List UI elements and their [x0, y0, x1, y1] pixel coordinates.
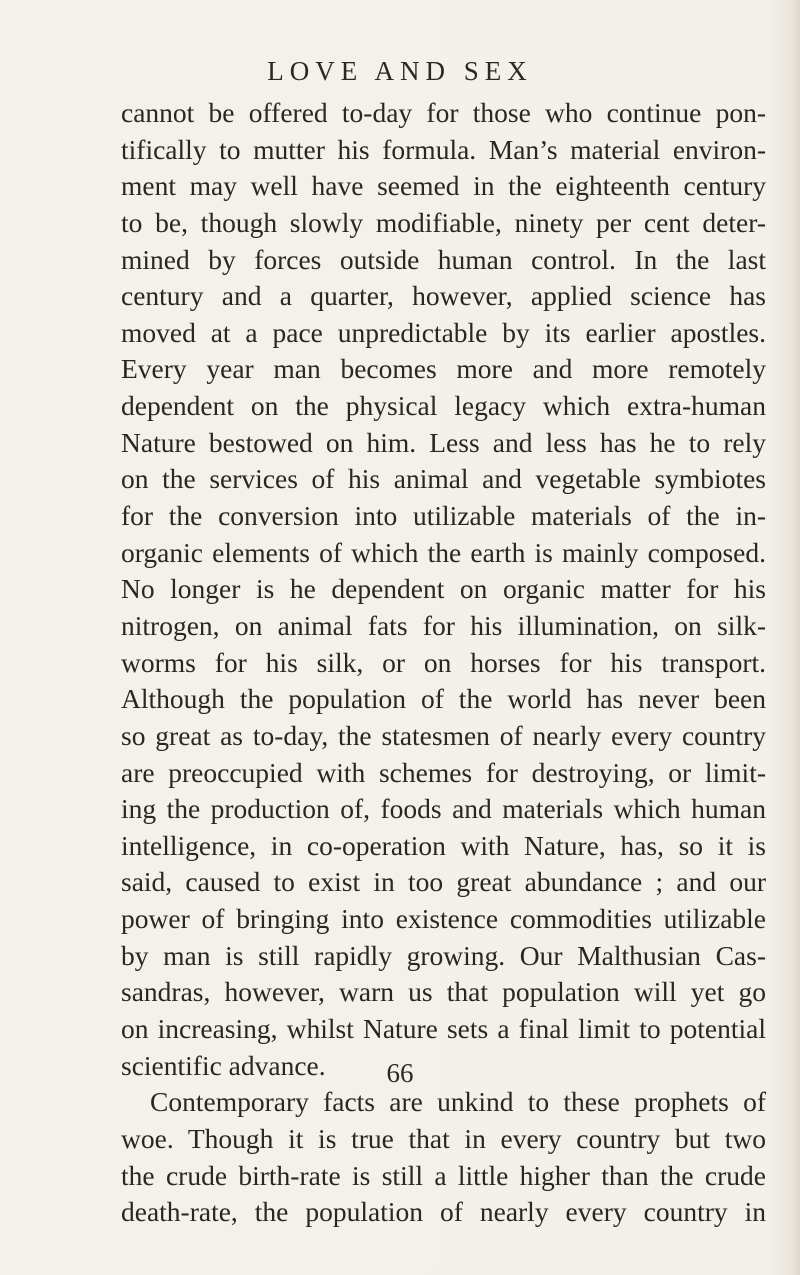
page-number: 66	[386, 1058, 414, 1088]
text-line: moved at a pace unpredictable by its earlier apostles.	[121, 316, 766, 348]
text-line: on the services of his animal and vegetable symbiotes	[121, 463, 766, 495]
text-line: nitrogen, on animal fats for his illumination, on silk-	[121, 609, 766, 641]
text-line: Nature bestowed on him. Less and less has he to rely	[121, 426, 766, 458]
text-line: to be, though slowly modifiable, ninety per cent deter-	[121, 206, 766, 238]
text-line: cannot be offered to-day for those who continue pon-	[121, 97, 766, 128]
text-line: Every year man becomes more and more remotely	[121, 353, 766, 385]
text-line: woe. Though it is true that in every country but two	[121, 1122, 766, 1154]
text-line: organic elements of which the earth is mainly composed.	[121, 536, 766, 568]
running-head: LOVE AND SEX	[267, 56, 533, 86]
text-line: No longer is he dependent on organic matter for his	[121, 573, 766, 605]
text-line: Although the population of the world has never been	[121, 683, 766, 715]
paragraph	[121, 1084, 766, 1231]
text-line: Contemporary facts are unkind to these prophets of	[150, 1086, 766, 1118]
paragraph	[121, 95, 766, 1084]
text-line: for the conversion into utilizable materials of the in-	[121, 500, 766, 532]
text-line: century and a quarter, however, applied science has	[121, 280, 766, 312]
text-line: dependent on the physical legacy which extra-human	[121, 390, 766, 422]
text-line: by man is still rapidly growing. Our Malthusian Cas-	[121, 939, 766, 971]
text-line: mined by forces outside human control. In the last	[121, 243, 766, 275]
text-line: said, caused to exist in too great abundance ; and our	[121, 866, 766, 898]
text-line: tifically to mutter his formula. Man’s material environ-	[121, 133, 766, 165]
text-line: scientific advance.	[121, 1049, 326, 1081]
text-line: intelligence, in co-operation with Nature, has, so it is	[121, 829, 766, 861]
text-line: the crude birth-rate is still a little higher than the crude	[121, 1159, 766, 1191]
text-line: ment may well have seemed in the eighteenth century	[121, 170, 766, 202]
text-line: death-rate, the population of nearly every country in	[121, 1196, 766, 1228]
text-line: ing the production of, foods and materials which human	[121, 793, 766, 825]
text-line: on increasing, whilst Nature sets a final limit to potential	[121, 1013, 766, 1045]
text-line: so great as to-day, the statesmen of nearly every country	[121, 719, 766, 751]
text-line: sandras, however, warn us that population will yet go	[121, 976, 766, 1008]
text-line: power of bringing into existence commodities utilizable	[121, 903, 766, 935]
text-line: worms for his silk, or on horses for his transport.	[121, 646, 766, 678]
text-line: are preoccupied with schemes for destroying, or limit-	[121, 756, 766, 788]
